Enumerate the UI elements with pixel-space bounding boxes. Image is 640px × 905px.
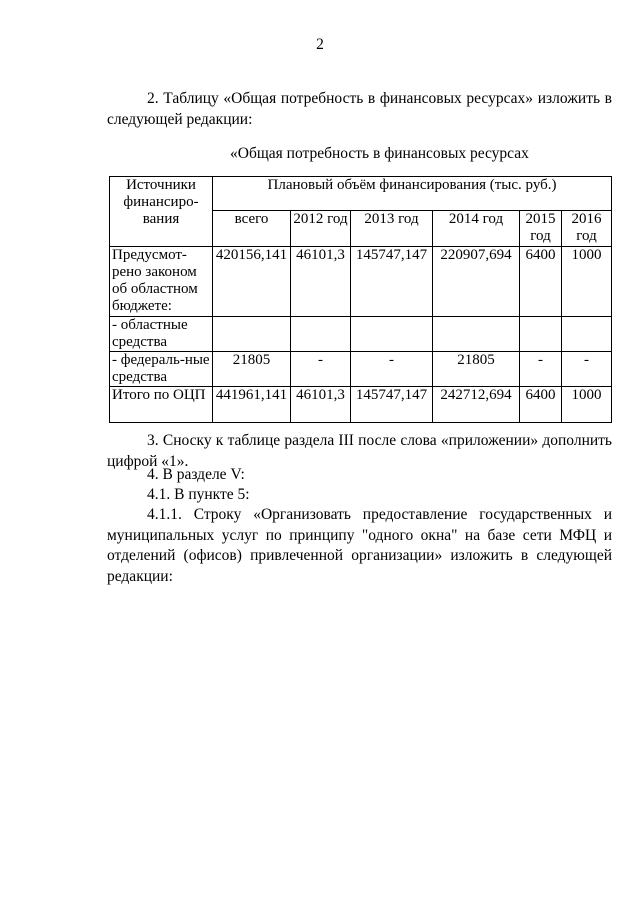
paragraph-4-1: 4.1. В пункте 5: — [147, 486, 250, 503]
financing-table — [109, 176, 612, 423]
header-2014: 2014 год — [433, 211, 520, 247]
header-2016: 2016 год — [562, 211, 612, 247]
cell-2016: 1000 — [562, 387, 612, 423]
table-row — [110, 352, 612, 387]
cell-2016 — [562, 317, 612, 352]
table-row — [110, 387, 612, 423]
row-label: - областные средства — [110, 317, 213, 352]
cell-2016: - — [562, 352, 612, 387]
row-label: - федераль-ные средства — [110, 352, 213, 387]
row-label: Итого по ОЦП — [110, 387, 213, 423]
paragraph-3: 3. Сноску к таблице раздела III после слова «приложении» дополнить цифрой «1». — [107, 432, 612, 470]
cell-2012: - — [291, 352, 351, 387]
cell-total: 21805 — [213, 352, 291, 387]
cell-2015 — [520, 317, 562, 352]
header-2012: 2012 год — [291, 211, 351, 247]
cell-2015: 6400 — [520, 247, 562, 317]
header-2013: 2013 год — [351, 211, 433, 247]
table-row — [110, 317, 612, 352]
paragraph-4: 4. В разделе V: — [147, 466, 245, 483]
paragraph-2: 2. Таблицу «Общая потребность в финансовых ресурсах» изложить в следующей редакции: — [107, 90, 612, 128]
table-row — [110, 247, 612, 317]
cell-2012 — [291, 317, 351, 352]
cell-2013 — [351, 317, 433, 352]
page-number: 2 — [316, 36, 324, 53]
cell-2015: 6400 — [520, 387, 562, 423]
cell-total — [213, 317, 291, 352]
cell-2015: - — [520, 352, 562, 387]
cell-2012: 46101,3 — [291, 387, 351, 423]
cell-2013: 145747,147 — [351, 387, 433, 423]
header-sources: Источники финансиро-вания — [110, 177, 213, 247]
cell-2014: 220907,694 — [433, 247, 520, 317]
cell-total: 441961,141 — [213, 387, 291, 423]
cell-total: 420156,141 — [213, 247, 291, 317]
cell-2014: 242712,694 — [433, 387, 520, 423]
cell-2014: 21805 — [433, 352, 520, 387]
header-total: всего — [213, 211, 291, 247]
cell-2013: - — [351, 352, 433, 387]
paragraph-4-1-1: 4.1.1. Строку «Организовать предоставление государственных и муниципальных услуг по принципу "одного окна" на базе сети МФЦ и отделений (офисов) привлеченной организации» изложить в следующей редакции: — [107, 506, 612, 585]
table-title: «Общая потребность в финансовых ресурсах — [230, 145, 529, 162]
cell-2012: 46101,3 — [291, 247, 351, 317]
cell-2016: 1000 — [562, 247, 612, 317]
header-plan: Плановый объём финансирования (тыс. руб.) — [213, 177, 612, 211]
row-label: Предусмот-рено законом об областном бюджете: — [110, 247, 213, 317]
cell-2013: 145747,147 — [351, 247, 433, 317]
cell-2014 — [433, 317, 520, 352]
header-2015: 2015 год — [520, 211, 562, 247]
